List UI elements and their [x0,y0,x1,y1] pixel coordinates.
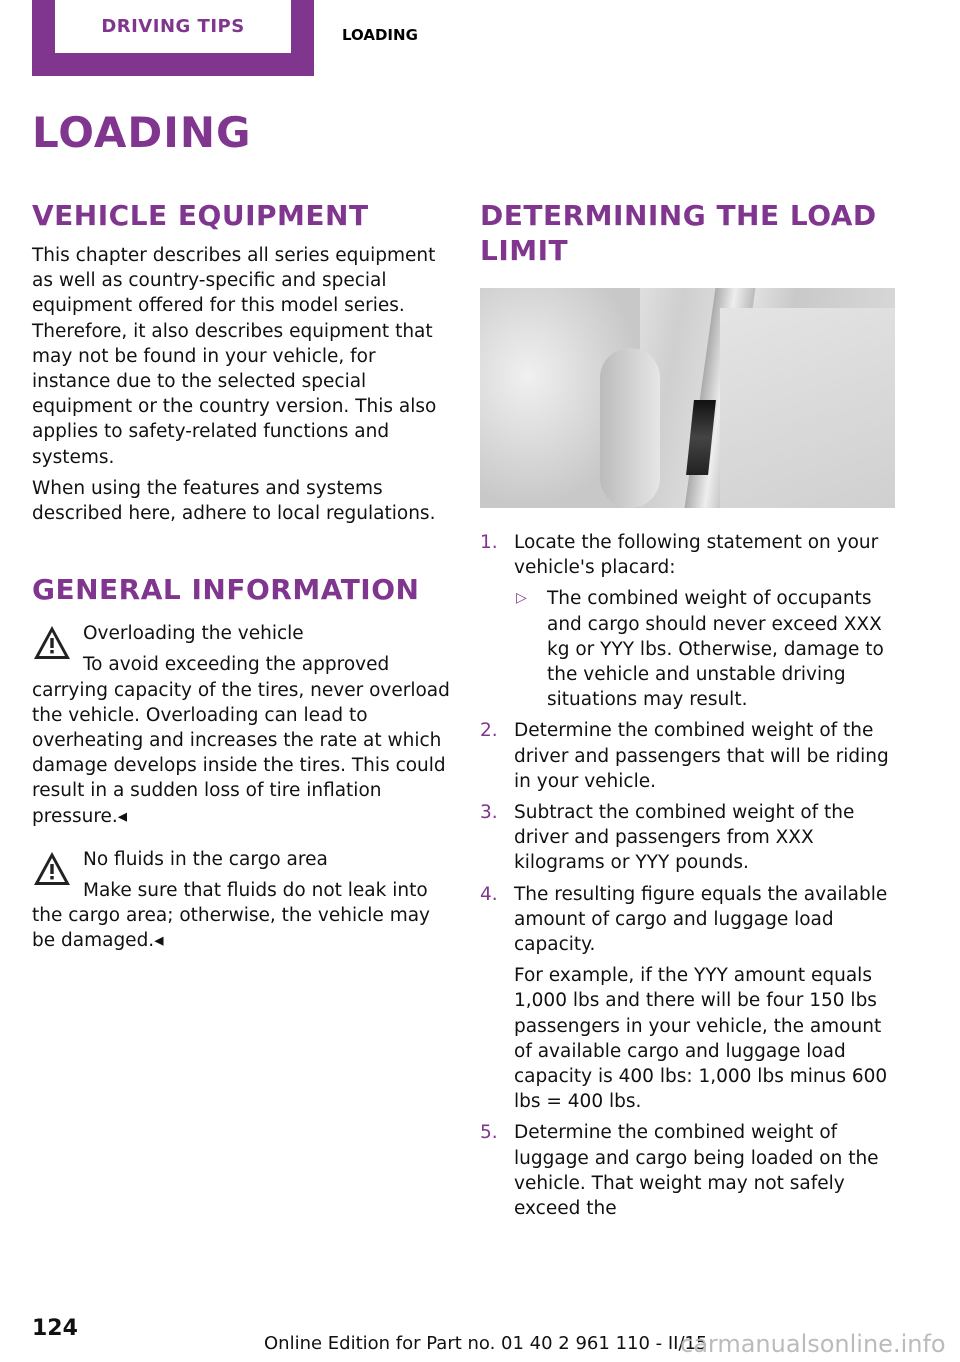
step-number: 5. [480,1122,498,1144]
list-item [480,800,896,876]
list-item [480,530,896,712]
load-limit-heading: DETERMINING THE LOAD LIMIT [480,199,877,267]
warning-title: No fluids in the cargo area [83,848,328,870]
step-text: Determine the combined weight of the driver and passengers that will be riding in your vehicle. [514,720,889,792]
list-item [480,718,896,794]
page-number: 124 [32,1316,78,1341]
triangle-bullet-icon: ▷ [516,590,527,607]
right-column [480,198,896,1227]
warning-title: Overloading the vehicle [83,623,304,645]
step-number: 1. [480,532,498,553]
warning-text: To avoid exceeding the approved carrying capacity of the tires, never overload the vehicle. Overloading can lead to overheating and increases the rate at which damage develops inside the tires. This could result in a sudden loss of tire inflation pressure.◂ [32,654,450,827]
step-text: Determine the combined weight of luggage and cargo being loaded on the vehicle. That weight may not safely exceed the [514,1122,879,1220]
step-number: 4. [480,883,498,905]
step-number: 3. [480,802,498,824]
general-information-heading: GENERAL INFORMATION [32,573,420,607]
step-text: The resulting figure equals the available amount of cargo and luggage load capacity. [514,883,888,956]
breadcrumb: LOADING [342,26,418,44]
edition-footer: Online Edition for Part no. 01 40 2 961 110 - II/15 [264,1333,708,1354]
watermark: carmanualsonline.info [680,1330,946,1358]
vehicle-equipment-heading: VEHICLE EQUIPMENT [32,199,369,232]
door-pillar-placard-photo [480,288,895,508]
warning-text: Make sure that fluids do not leak into the cargo area; otherwise, the vehicle may be damaged.◂ [32,880,430,952]
warning-block [32,621,450,829]
sub-item-text: The combined weight of occupants and cargo should never exceed XXX kg or YYY lbs. Otherwise, damage to the vehicle and unstable driving situations may result. [547,588,884,711]
list-item [480,1120,896,1221]
paragraph: This chapter describes all series equipment as well as country-specific and special equipment offered for this model series. Therefore, it also describes equipment that may not be found in your vehicle, for instance due to the selected special equipment or the country version. This also applies to safety-related functions and systems. [32,245,437,468]
warning-block [32,847,450,954]
example-note: For example, if the YYY amount equals 1,000 lbs and there will be four 150 lbs passengers in your vehicle, the amount of available cargo and luggage load capacity is 400 lbs: 1,000 lbs minus 600 lbs = 400 lbs. [514,965,888,1113]
chapter-tab-label: DRIVING TIPS [55,0,291,53]
sub-item [514,586,896,712]
warning-icon [32,623,72,663]
left-column [32,198,450,954]
paragraph: When using the features and systems described here, adhere to local regulations. [32,477,436,525]
page-title: LOADING [32,108,252,157]
list-item [480,882,896,1115]
step-text: Locate the following statement on your vehicle's placard: [514,532,879,579]
step-text: Subtract the combined weight of the driver and passengers from XXX kilograms or YYY pounds. [514,802,855,874]
steps-list [480,530,896,1221]
chapter-tab [32,0,314,76]
warning-icon [32,849,72,889]
step-number: 2. [480,720,498,742]
